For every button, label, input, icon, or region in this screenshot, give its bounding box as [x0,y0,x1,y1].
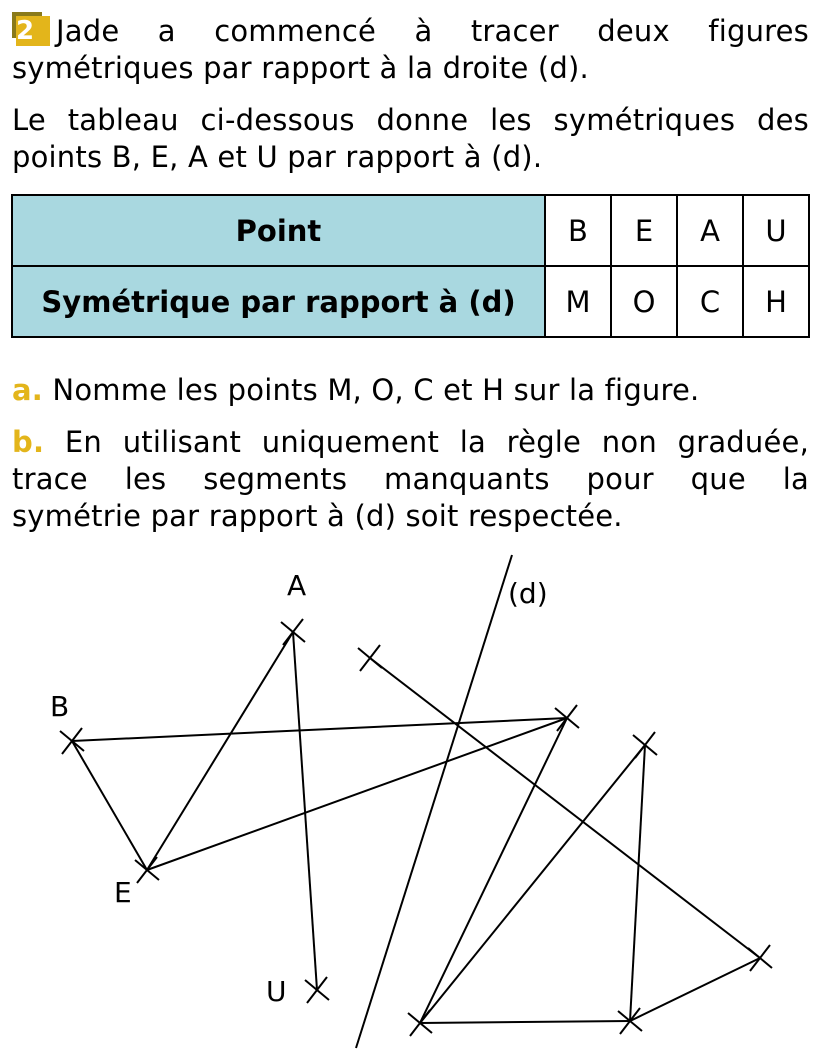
geometry-figure [0,540,822,1059]
segment-bottom-up [630,958,760,1021]
table-row-symmetrics [12,266,809,337]
exercise-number-badge: 2 [12,12,50,46]
table-header-symmetric: Symétrique par rapport à (d) [12,266,545,337]
question-b-label: b. [12,425,45,459]
table-cell: E [611,195,677,266]
axis-d [356,555,512,1048]
question-b-line-1: En utilisant uniquement la règle non graduée, [64,425,809,459]
symmetry-table [11,194,810,338]
point-label-b: B [50,690,70,723]
table-header-point: Point [12,195,545,266]
exercise-intro [12,12,809,87]
table-cell: U [743,195,809,266]
question-a [12,372,809,409]
table-intro-line-2: points B, E, A et U par rapport à (d). [12,140,543,174]
table-cell: H [743,266,809,337]
segment-au [293,632,317,990]
point-label-a: A [287,569,307,602]
segment-bottom [420,1021,630,1023]
question-b [12,424,809,535]
question-b-line-2: trace les segments manquants pour que la [12,462,809,496]
table-cell: M [545,266,611,337]
point-label-u: U [266,975,287,1008]
table-intro-line-1: Le tableau ci-dessous donne les symétriques des [12,103,809,137]
segment-be [72,741,147,870]
point-label-e: E [114,876,132,909]
table-cell: B [545,195,611,266]
segment-bottom-right [420,745,645,1023]
intro-line-1: 2 Jade a commencé à tracer deux figures [12,12,809,50]
point-marks [60,619,772,1036]
segment-ea [147,632,293,870]
table-row-points [12,195,809,266]
segment-top-down [370,658,760,958]
table-cell: O [611,266,677,337]
segment-vertical-right [630,745,645,1021]
question-a-label: a. [12,373,43,407]
table-cell: A [677,195,743,266]
axis-d-label: (d) [508,577,548,610]
segment-b-right [72,718,567,741]
table-intro [12,102,809,176]
question-a-text: Nomme les points M, O, C et H sur la figure. [52,373,700,407]
intro-line-2: symétriques par rapport à la droite (d). [12,51,589,85]
table-cell: C [677,266,743,337]
question-b-line-3: symétrie par rapport à (d) soit respectée. [12,499,623,533]
